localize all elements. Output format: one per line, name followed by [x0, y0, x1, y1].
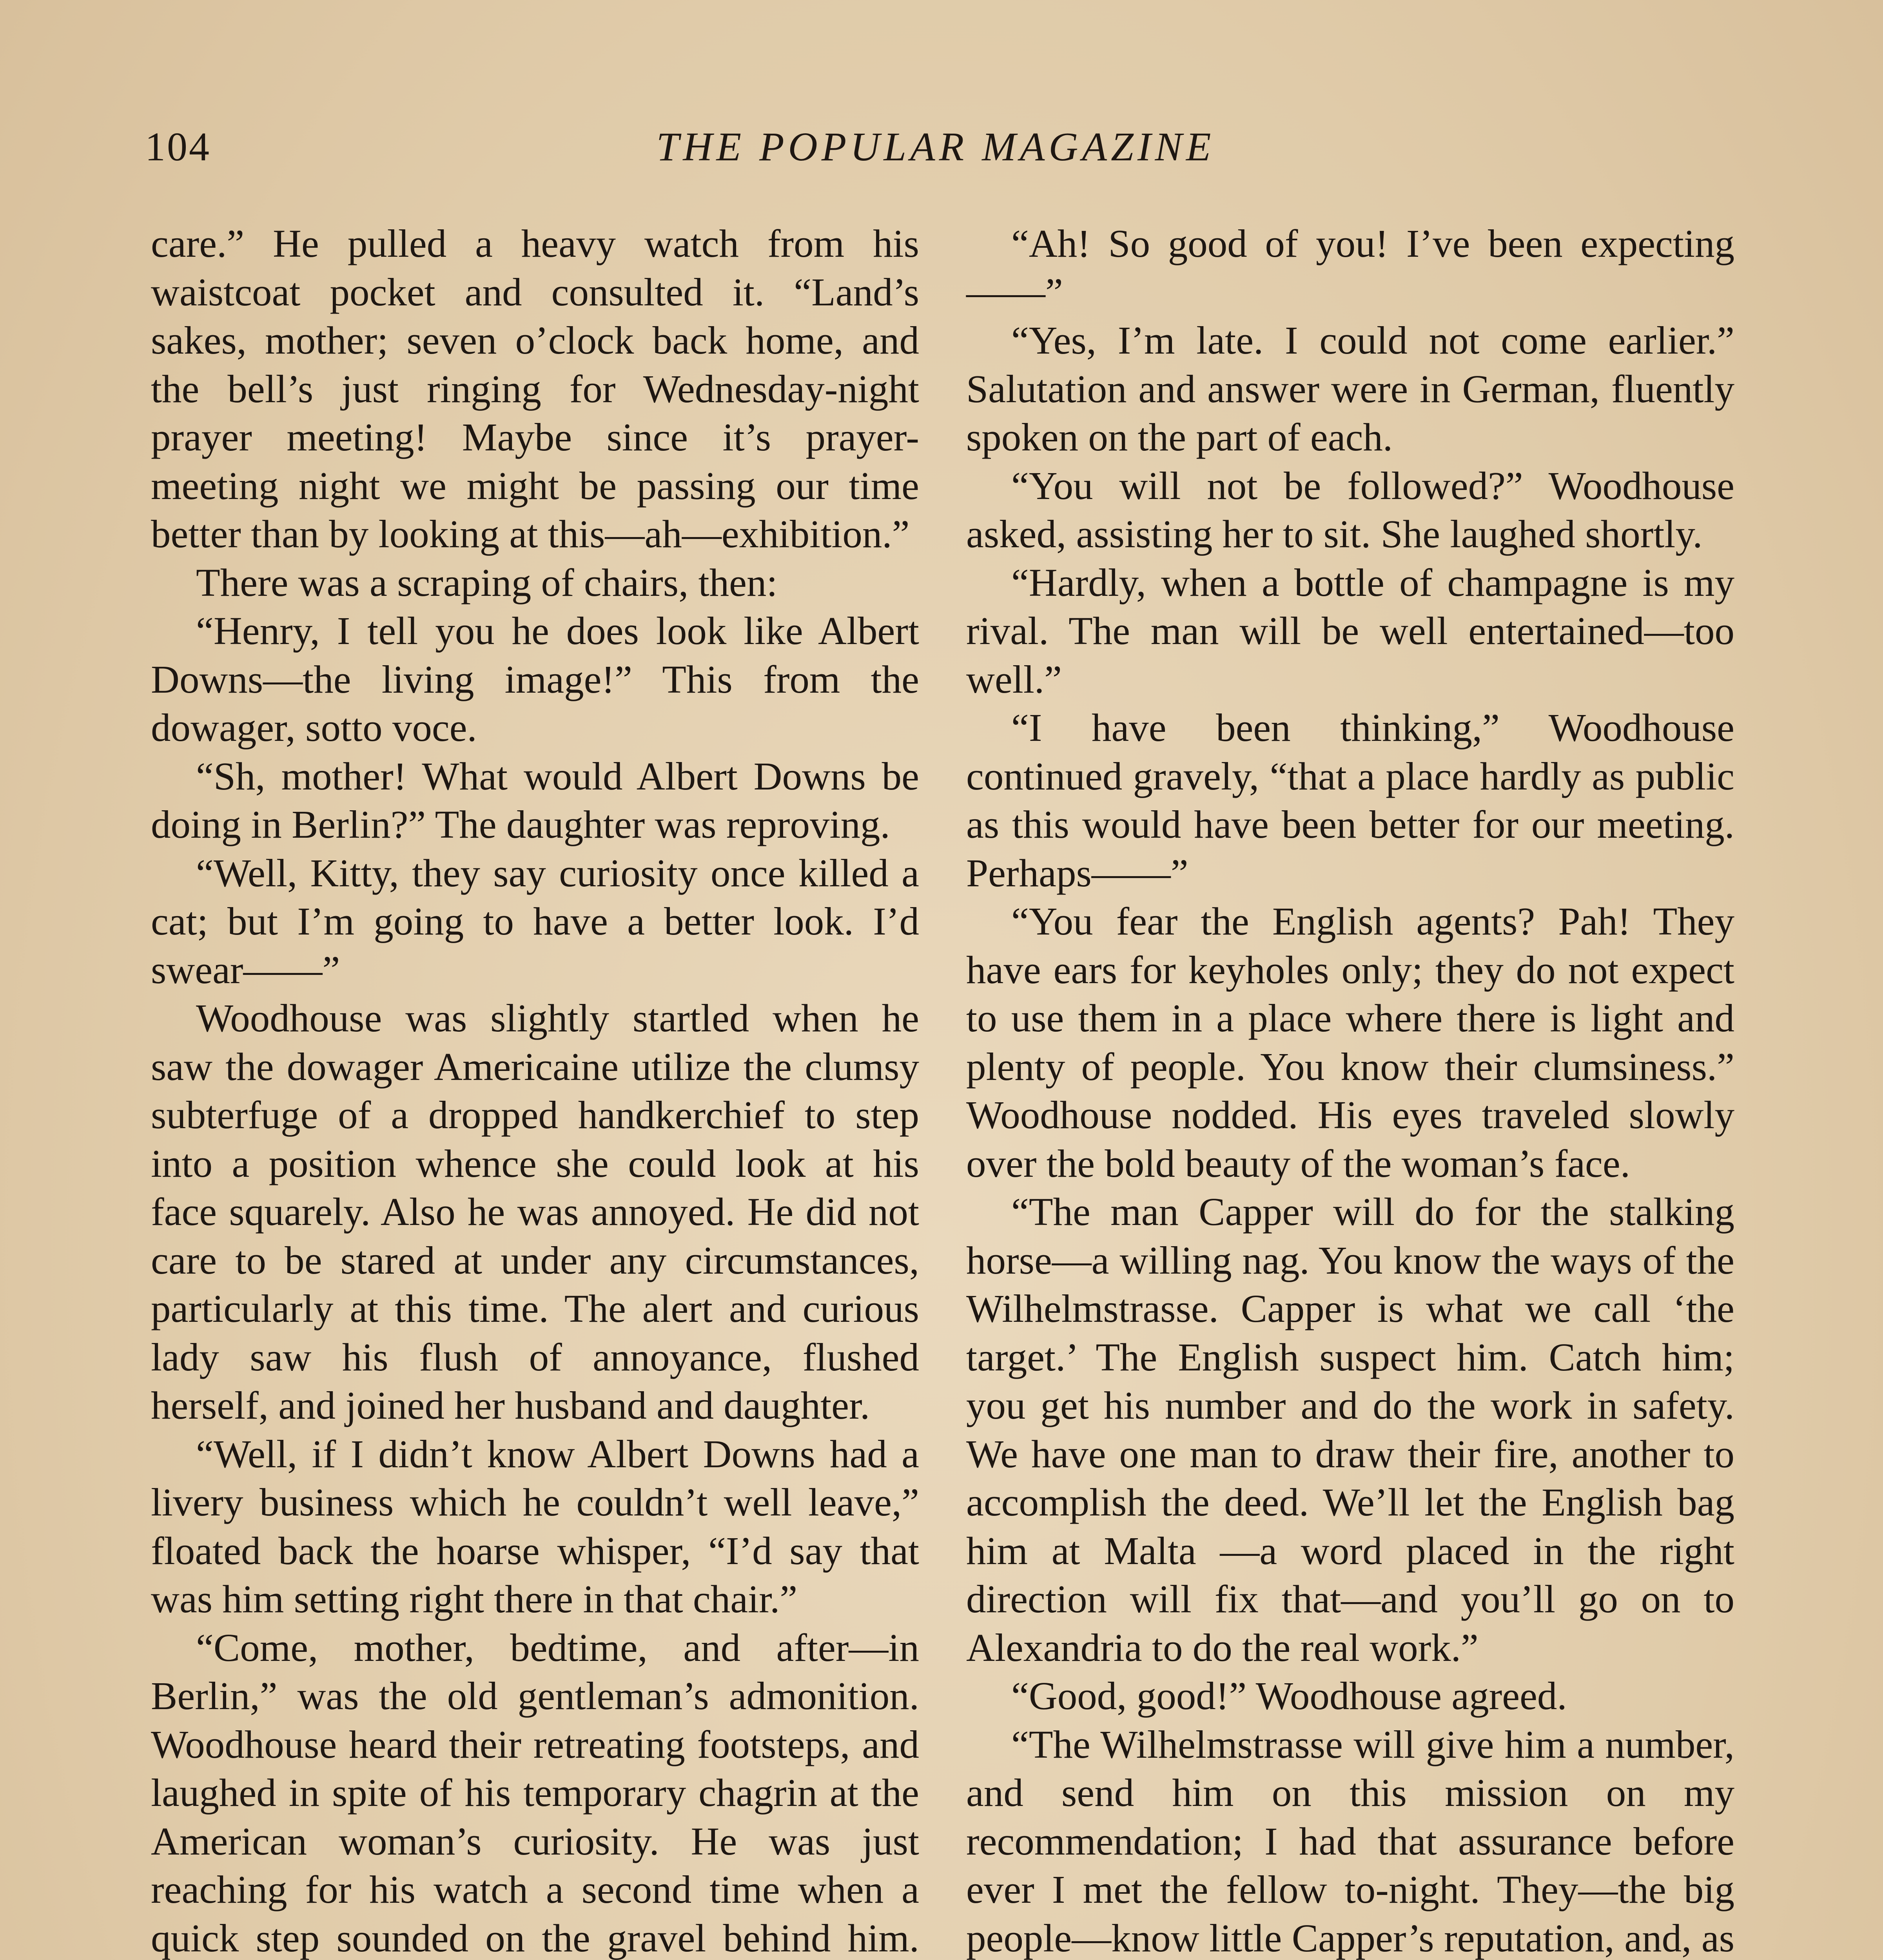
paragraph: “Yes, I’m late. I could not come earlier.” Salutation and answer were in German, fluently spoken on the part of each.: [966, 318, 1734, 459]
paragraph: “You fear the English agents? Pah! They have ears for keyholes only; they do not expect to use them in a place where there is light and plenty of people. You know their clumsiness.” Woodhouse nodded. His eyes traveled slowly over the bold beauty of the woman’s face.: [966, 899, 1734, 1185]
paragraph: Woodhouse was slightly startled when he saw the dowager Americaine utilize the clumsy subterfuge of a dropped handkerchief to step into a position whence she could look at his face squarely. Also he was annoyed. He did not care to be stared at under any circumstances, particularly at this time. The alert and curious lady saw his flush of annoyance, flushed herself, and joined her husband and daughter.: [151, 996, 919, 1427]
page-number: 104: [145, 124, 211, 169]
left-column: [151, 220, 919, 1960]
paragraph: “Well, if I didn’t know Albert Downs had a livery business which he couldn’t well leave,” floated back the hoarse whisper, “I’d say that was him setting right there in that chair.”: [151, 1432, 919, 1621]
paragraph: “You will not be followed?” Woodhouse asked, assisting her to sit. She laughed shortly.: [966, 463, 1734, 556]
paragraph: “Henry, I tell you he does look like Albert Downs—the living image!” This from the dowager, sotto voce.: [151, 609, 919, 750]
paragraph: There was a scraping of chairs, then:: [196, 560, 778, 604]
paragraph: care.” He pulled a heavy watch from his waistcoat pocket and consulted it. “Land’s sakes, mother; seven o’clock back home, and the bell’s just ringing for Wednesday-night prayer meeting! Maybe since it’s prayer-meeting night we might be passing our time better than by looking at this—ah—exhibition.”: [151, 221, 919, 556]
paragraph: “I have been thinking,” Woodhouse continued gravely, “that a place hardly as public as this would have been better for our meeting. Perhaps——”: [966, 706, 1734, 895]
paragraph: “Sh, mother! What would Albert Downs be doing in Berlin?” The daughter was reproving.: [151, 754, 919, 846]
paragraph: “Good, good!” Woodhouse agreed.: [1011, 1674, 1567, 1718]
paragraph: “Ah! So good of you! I’ve been expecting——”: [966, 221, 1734, 314]
paragraph: “Hardly, when a bottle of champagne is my rival. The man will be well entertained—too well.”: [966, 560, 1734, 701]
paragraph: “Come, mother, bedtime, and after—in Berlin,” was the old gentleman’s admonition. Woodhouse heard their retreating footsteps, and laughed in spite of his temporary chagrin at the American woman’s curiosity. He was just reaching for his watch a second time when a quick step sounded on the gravel behind him.: [151, 1625, 919, 1960]
running-head: [145, 118, 1726, 180]
magazine-title: THE POPULAR MAGAZINE: [656, 124, 1215, 169]
right-column: [966, 220, 1734, 1960]
paragraph: “Well, Kitty, they say curiosity once killed a cat; but I’m going to have a better look. I’d swear——”: [151, 851, 919, 992]
paragraph: “The man Capper will do for the stalking horse—a willing nag. You know the ways of the Wilhelmstrasse. Capper is what we call ‘the target.’ The English suspect him. Catch him; you get his number and do the work in safety. We have one man to draw their fire, another to accomplish the deed. We’ll let the English bag him at Malta —a word placed in the right direction will fix that—and you’ll go on to Alexandria to do the real work.”: [966, 1190, 1734, 1670]
paragraph: “The Wilhelmstrasse will give him a number, and send him on this mission on my recommendation; I had that assurance before ever I met the fellow to-night. They—the big people—know little Capper’s reputation, and, as: [966, 1722, 1734, 1960]
